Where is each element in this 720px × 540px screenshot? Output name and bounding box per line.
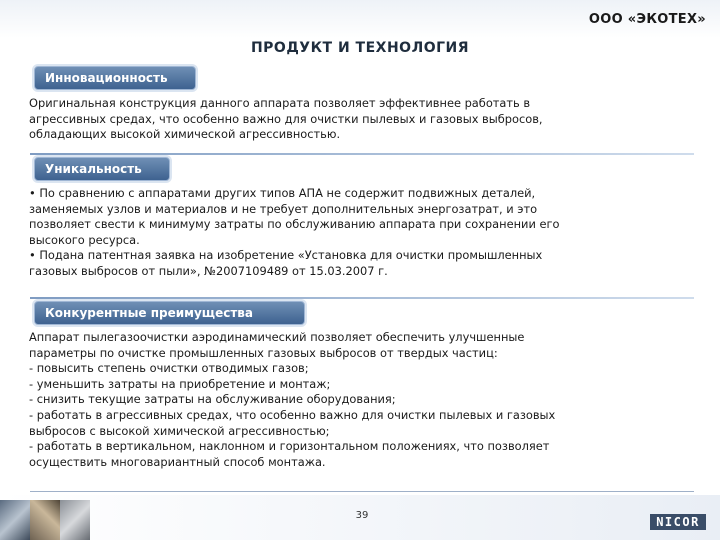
text-line: Оригинальная конструкция данного аппарата позволяет эффективнее работать в bbox=[29, 96, 531, 110]
section-text-innovation bbox=[29, 96, 701, 143]
text-line: осуществить многовариантный способ монтажа. bbox=[29, 454, 326, 469]
section-text-advantages bbox=[29, 330, 701, 470]
footer-photo bbox=[30, 500, 60, 540]
text-line: параметры по очистке промышленных газовых выбросов от твердых частиц: bbox=[29, 345, 498, 360]
divider bbox=[30, 297, 694, 299]
page-number: 39 bbox=[355, 510, 369, 521]
section-badge-advantages: Конкурентные преимущества bbox=[34, 301, 305, 325]
text-line: • По сравнению с аппаратами других типов АПА не содержит подвижных деталей, bbox=[29, 186, 536, 200]
text-line: - снизить текущие затраты на обслуживание оборудования; bbox=[29, 392, 396, 407]
company-logo: NICOR bbox=[650, 514, 706, 530]
section-text-uniqueness bbox=[29, 186, 701, 280]
text-line: - повысить степень очистки отводимых газов; bbox=[29, 361, 309, 376]
footer-photo-strip bbox=[0, 500, 90, 540]
footer-photo bbox=[60, 500, 90, 540]
text-line: • Подана патентная заявка на изобретение «Установка для очистки промышленных bbox=[29, 248, 543, 263]
footer-photo bbox=[0, 500, 30, 540]
text-line: - работать в вертикальном, наклонном и горизонтальном положениях, что позволяет bbox=[29, 439, 550, 454]
text-line: выбросов с высокой химической агрессивностью; bbox=[29, 423, 330, 438]
page-title: ПРОДУКТ И ТЕХНОЛОГИЯ bbox=[250, 40, 470, 56]
text-line: - уменьшить затраты на приобретение и монтаж; bbox=[29, 376, 331, 391]
text-line: обладающих высокой химической агрессивностью. bbox=[29, 127, 341, 142]
text-line: заменяемых узлов и материалов и не требует дополнительных энергозатрат, и это bbox=[29, 201, 538, 216]
text-line: агрессивных средах, что особенно важно для очистки пылевых и газовых выбросов, bbox=[29, 111, 543, 126]
text-line: - работать в агрессивных средах, что особенно важно для очистки пылевых и газовых bbox=[29, 407, 556, 422]
text-line: Аппарат пылегазоочистки аэродинамический позволяет обеспечить улучшенные bbox=[29, 330, 525, 344]
divider bbox=[30, 153, 694, 155]
text-line: газовых выбросов от пыли», №2007109489 от 15.03.2007 г. bbox=[29, 263, 388, 278]
company-name: ООО «ЭКОТЕХ» bbox=[588, 12, 706, 27]
text-line: позволяет свести к минимуму затраты по обслуживанию аппарата при сохранении его bbox=[29, 217, 560, 232]
text-line: высокого ресурса. bbox=[29, 232, 140, 247]
footer-divider bbox=[30, 491, 694, 492]
section-badge-uniqueness: Уникальность bbox=[34, 157, 170, 181]
section-badge-innovation: Инновационность bbox=[34, 66, 196, 90]
